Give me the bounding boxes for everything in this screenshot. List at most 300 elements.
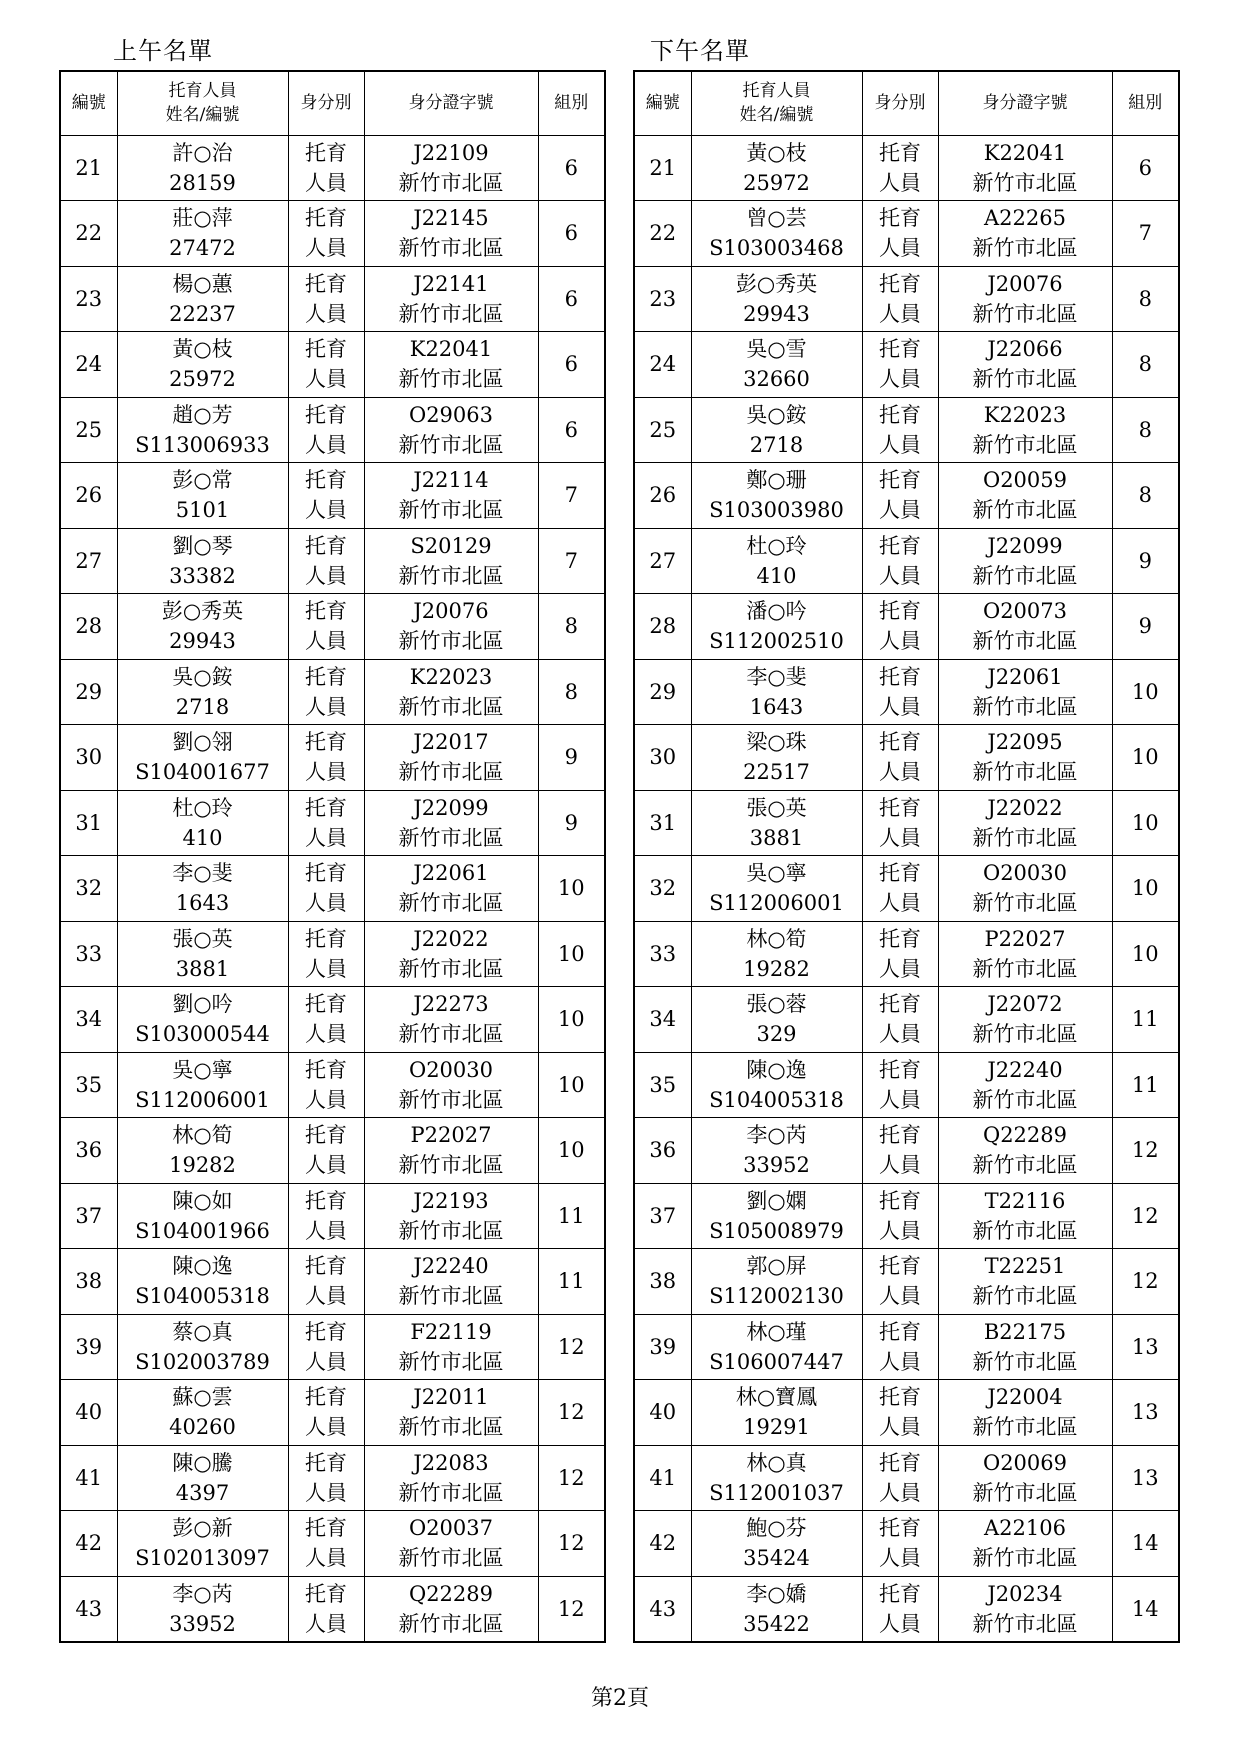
- caregiver-name-cell: [691, 921, 862, 987]
- role-cell: [862, 332, 938, 398]
- caregiver-code: 2718: [749, 432, 804, 457]
- role-cell: [862, 266, 938, 332]
- caregiver-name: 李○斐: [172, 861, 233, 886]
- id-number-cell: [938, 856, 1112, 922]
- role-cell: [862, 397, 938, 463]
- caregiver-name-cell: [691, 1249, 862, 1315]
- row-number-cell: 31: [60, 790, 117, 856]
- district: 新竹市北區: [972, 694, 1078, 719]
- role-line1: 托育: [879, 861, 921, 886]
- role-cell: [862, 1511, 938, 1577]
- row-number-cell: 36: [60, 1118, 117, 1184]
- roster-row: [60, 1118, 605, 1184]
- role-cell: [862, 1445, 938, 1511]
- role-line1: 托育: [305, 468, 347, 493]
- role-cell: [288, 856, 364, 922]
- role-line2: 人員: [879, 498, 921, 523]
- row-number-cell: 23: [634, 266, 691, 332]
- id-number: O20030: [408, 1057, 494, 1082]
- id-number: K22023: [983, 402, 1067, 427]
- row-number-cell: 27: [634, 528, 691, 594]
- row-number-cell: 39: [60, 1314, 117, 1380]
- group-cell: 12: [538, 1511, 605, 1577]
- district: 新竹市北區: [972, 1218, 1078, 1243]
- caregiver-name: 彭○常: [172, 468, 233, 493]
- id-number-cell: [938, 201, 1112, 267]
- caregiver-name: 黃○枝: [746, 140, 807, 165]
- caregiver-code: S113006933: [135, 432, 270, 457]
- row-number-cell: 24: [634, 332, 691, 398]
- role-cell: [288, 987, 364, 1053]
- id-number: J22095: [987, 730, 1063, 755]
- district: 新竹市北區: [398, 694, 504, 719]
- id-number: J22017: [413, 730, 489, 755]
- role-line1: 托育: [879, 992, 921, 1017]
- role-line1: 托育: [305, 533, 347, 558]
- id-number-cell: [364, 201, 538, 267]
- group-cell: 8: [1112, 397, 1179, 463]
- id-number-cell: [938, 1249, 1112, 1315]
- role-line2: 人員: [879, 1153, 921, 1178]
- group-cell: 10: [538, 1052, 605, 1118]
- row-number-cell: 26: [60, 463, 117, 529]
- district: 新竹市北區: [972, 891, 1078, 916]
- role-cell: [862, 463, 938, 529]
- caregiver-code: S102013097: [135, 1546, 270, 1571]
- caregiver-name: 蔡○真: [172, 1319, 233, 1344]
- role-line2: 人員: [305, 563, 347, 588]
- id-number: J22004: [987, 1385, 1063, 1410]
- caregiver-name-cell: [691, 528, 862, 594]
- caregiver-name-cell: [691, 1576, 862, 1642]
- caregiver-name: 彭○新: [172, 1516, 233, 1541]
- role-line2: 人員: [305, 956, 347, 981]
- morning-list-title: 上午名單: [113, 37, 213, 65]
- role-line1: 托育: [305, 1057, 347, 1082]
- caregiver-code: S106007447: [709, 1349, 844, 1374]
- caregiver-name: 林○真: [746, 1450, 807, 1475]
- caregiver-name-cell: [691, 659, 862, 725]
- role-cell: [288, 463, 364, 529]
- district: 新竹市北區: [972, 367, 1078, 392]
- row-number-cell: 41: [60, 1445, 117, 1511]
- roster-row: [60, 790, 605, 856]
- role-line1: 托育: [305, 402, 347, 427]
- group-cell: 8: [1112, 266, 1179, 332]
- role-cell: [862, 1052, 938, 1118]
- caregiver-name: 吳○寧: [746, 861, 807, 886]
- id-number: T22116: [984, 1188, 1066, 1213]
- role-cell: [862, 1576, 938, 1642]
- roster-row: [60, 201, 605, 267]
- caregiver-code: 3881: [749, 825, 804, 850]
- roster-row: [634, 135, 1179, 201]
- role-line1: 托育: [879, 664, 921, 689]
- roster-row: [634, 1380, 1179, 1446]
- row-number-cell: 29: [634, 659, 691, 725]
- caregiver-code: S112002510: [709, 629, 844, 654]
- district: 新竹市北區: [972, 170, 1078, 195]
- caregiver-name-cell: [117, 921, 288, 987]
- id-number: O20037: [408, 1516, 494, 1541]
- id-number-cell: [938, 266, 1112, 332]
- caregiver-code: 32660: [743, 367, 810, 392]
- district: 新竹市北區: [972, 629, 1078, 654]
- role-line1: 托育: [879, 402, 921, 427]
- group-cell: 10: [1112, 790, 1179, 856]
- role-line1: 托育: [879, 1319, 921, 1344]
- role-cell: [862, 1314, 938, 1380]
- caregiver-name: 蘇○雲: [172, 1385, 233, 1410]
- header-row: [60, 71, 605, 135]
- roster-row: [634, 921, 1179, 987]
- roster-row: [634, 528, 1179, 594]
- id-number: J20234: [987, 1581, 1063, 1606]
- caregiver-name-cell: [117, 1249, 288, 1315]
- role-line1: 托育: [305, 337, 347, 362]
- role-line2: 人員: [879, 1611, 921, 1636]
- role-line1: 托育: [305, 664, 347, 689]
- role-line1: 托育: [305, 861, 347, 886]
- row-number-cell: 40: [634, 1380, 691, 1446]
- role-line2: 人員: [879, 956, 921, 981]
- group-cell: 6: [538, 332, 605, 398]
- roster-row: [634, 332, 1179, 398]
- roster-row: [60, 856, 605, 922]
- caregiver-code: 25972: [169, 367, 236, 392]
- caregiver-code: 1643: [175, 891, 230, 916]
- district: 新竹市北區: [398, 301, 504, 326]
- caregiver-code: 28159: [169, 170, 236, 195]
- caregiver-name: 鮑○芬: [746, 1516, 807, 1541]
- id-number-cell: [364, 1576, 538, 1642]
- row-number-cell: 24: [60, 332, 117, 398]
- roster-row: [634, 1052, 1179, 1118]
- role-line1: 托育: [879, 1057, 921, 1082]
- role-line1: 托育: [305, 730, 347, 755]
- row-number-cell: 38: [60, 1249, 117, 1315]
- group-cell: 10: [538, 1118, 605, 1184]
- id-number-cell: [938, 332, 1112, 398]
- district: 新竹市北區: [398, 1349, 504, 1374]
- row-number-cell: 25: [60, 397, 117, 463]
- caregiver-name: 梁○珠: [746, 730, 807, 755]
- id-number-cell: [364, 1183, 538, 1249]
- role-line2: 人員: [879, 367, 921, 392]
- group-cell: 12: [538, 1314, 605, 1380]
- role-cell: [862, 1249, 938, 1315]
- group-cell: 9: [538, 725, 605, 791]
- role-line1: 托育: [305, 1450, 347, 1475]
- role-line2: 人員: [879, 629, 921, 654]
- row-number-cell: 31: [634, 790, 691, 856]
- id-number-cell: [364, 1249, 538, 1315]
- group-cell: 10: [538, 856, 605, 922]
- row-number-cell: 34: [60, 987, 117, 1053]
- role-cell: [288, 266, 364, 332]
- caregiver-name: 陳○騰: [172, 1450, 233, 1475]
- roster-row: [60, 594, 605, 660]
- id-number-cell: [364, 921, 538, 987]
- caregiver-name: 林○筍: [746, 926, 807, 951]
- caregiver-code: S104005318: [135, 1284, 270, 1309]
- caregiver-name: 黃○枝: [172, 337, 233, 362]
- role-line1: 托育: [305, 1319, 347, 1344]
- district: 新竹市北區: [398, 825, 504, 850]
- roster-row: [634, 201, 1179, 267]
- role-line2: 人員: [305, 1087, 347, 1112]
- district: 新竹市北區: [972, 1087, 1078, 1112]
- id-number: O20069: [982, 1450, 1068, 1475]
- caregiver-code: S112006001: [709, 891, 844, 916]
- roster-row: [634, 659, 1179, 725]
- role-line2: 人員: [879, 1022, 921, 1047]
- row-number-cell: 28: [60, 594, 117, 660]
- group-cell: 7: [538, 528, 605, 594]
- district: 新竹市北區: [398, 629, 504, 654]
- roster-row: [634, 1118, 1179, 1184]
- id-number-cell: [938, 594, 1112, 660]
- row-number-cell: 25: [634, 397, 691, 463]
- id-number-cell: [364, 528, 538, 594]
- roster-row: [634, 1314, 1179, 1380]
- morning-roster-table: [59, 70, 606, 1643]
- id-number-cell: [364, 856, 538, 922]
- role-line1: 托育: [879, 1516, 921, 1541]
- caregiver-code: 27472: [169, 236, 236, 261]
- id-number: S20129: [410, 533, 492, 558]
- district: 新竹市北區: [972, 1349, 1078, 1374]
- group-cell: 6: [538, 266, 605, 332]
- id-number: J22114: [413, 468, 489, 493]
- afternoon-roster-table: [633, 70, 1180, 1643]
- header-id-number: 身分證字號: [938, 71, 1112, 135]
- caregiver-name-cell: [691, 987, 862, 1053]
- row-number-cell: 21: [634, 135, 691, 201]
- id-number: K22041: [983, 140, 1067, 165]
- role-cell: [288, 659, 364, 725]
- id-number: B22175: [983, 1319, 1067, 1344]
- id-number-cell: [364, 332, 538, 398]
- district: 新竹市北區: [972, 498, 1078, 523]
- role-line1: 托育: [879, 1385, 921, 1410]
- caregiver-name-cell: [117, 528, 288, 594]
- roster-row: [634, 1576, 1179, 1642]
- role-line1: 托育: [305, 271, 347, 296]
- row-number-cell: 23: [60, 266, 117, 332]
- caregiver-code: 19291: [743, 1415, 810, 1440]
- role-line2: 人員: [879, 1415, 921, 1440]
- group-cell: 10: [538, 921, 605, 987]
- role-line2: 人員: [305, 301, 347, 326]
- role-cell: [862, 856, 938, 922]
- caregiver-name: 曾○芸: [746, 206, 807, 231]
- roster-row: [60, 1314, 605, 1380]
- header-caregiver-line2: 姓名/編號: [739, 105, 814, 126]
- caregiver-name-cell: [117, 1314, 288, 1380]
- role-line2: 人員: [879, 1218, 921, 1243]
- district: 新竹市北區: [972, 432, 1078, 457]
- caregiver-name: 杜○玲: [172, 795, 233, 820]
- caregiver-name-cell: [117, 1380, 288, 1446]
- role-line2: 人員: [305, 629, 347, 654]
- role-line2: 人員: [305, 367, 347, 392]
- id-number-cell: [364, 266, 538, 332]
- caregiver-name: 陳○逸: [172, 1254, 233, 1279]
- caregiver-code: S112002130: [709, 1284, 844, 1309]
- role-line1: 托育: [879, 337, 921, 362]
- roster-row: [60, 987, 605, 1053]
- caregiver-name-cell: [117, 1576, 288, 1642]
- role-cell: [862, 1183, 938, 1249]
- caregiver-name-cell: [691, 856, 862, 922]
- role-cell: [862, 725, 938, 791]
- role-line2: 人員: [879, 432, 921, 457]
- id-number-cell: [364, 594, 538, 660]
- role-cell: [288, 1183, 364, 1249]
- role-line1: 托育: [305, 1254, 347, 1279]
- id-number: O29063: [408, 402, 494, 427]
- caregiver-code: 33382: [169, 563, 236, 588]
- caregiver-name: 莊○萍: [172, 206, 233, 231]
- role-line2: 人員: [879, 1349, 921, 1374]
- roster-row: [634, 856, 1179, 922]
- caregiver-name-cell: [117, 201, 288, 267]
- role-line1: 托育: [879, 468, 921, 493]
- row-number-cell: 42: [60, 1511, 117, 1577]
- role-cell: [288, 201, 364, 267]
- caregiver-code: 3881: [175, 956, 230, 981]
- id-number-cell: [364, 463, 538, 529]
- role-line2: 人員: [879, 1480, 921, 1505]
- role-line2: 人員: [305, 170, 347, 195]
- role-line1: 托育: [305, 599, 347, 624]
- id-number: A22106: [984, 1516, 1066, 1541]
- role-line2: 人員: [305, 1022, 347, 1047]
- district: 新竹市北區: [398, 1218, 504, 1243]
- caregiver-name-cell: [691, 266, 862, 332]
- roster-row: [60, 1249, 605, 1315]
- caregiver-name: 許○治: [172, 140, 233, 165]
- group-cell: 12: [1112, 1183, 1179, 1249]
- role-line2: 人員: [305, 1153, 347, 1178]
- district: 新竹市北區: [972, 956, 1078, 981]
- role-line2: 人員: [879, 563, 921, 588]
- id-number: J22066: [987, 337, 1063, 362]
- role-line2: 人員: [305, 498, 347, 523]
- header-caregiver-line2: 姓名/編號: [165, 105, 240, 126]
- roster-row: [60, 1183, 605, 1249]
- row-number-cell: 30: [634, 725, 691, 791]
- caregiver-name-cell: [691, 1052, 862, 1118]
- district: 新竹市北區: [972, 1546, 1078, 1571]
- roster-row: [60, 1052, 605, 1118]
- row-number-cell: 38: [634, 1249, 691, 1315]
- role-line1: 托育: [305, 1385, 347, 1410]
- district: 新竹市北區: [398, 367, 504, 392]
- group-cell: 9: [538, 790, 605, 856]
- caregiver-code: 19282: [169, 1153, 236, 1178]
- role-cell: [862, 790, 938, 856]
- id-number-cell: [938, 135, 1112, 201]
- caregiver-name-cell: [117, 332, 288, 398]
- header-role: 身分別: [288, 71, 364, 135]
- role-cell: [288, 921, 364, 987]
- id-number: J20076: [413, 599, 489, 624]
- roster-row: [634, 266, 1179, 332]
- caregiver-name-cell: [117, 594, 288, 660]
- header-caregiver-line1: 托育人員: [742, 81, 811, 102]
- group-cell: 14: [1112, 1576, 1179, 1642]
- caregiver-code: 5101: [175, 498, 230, 523]
- role-cell: [288, 1511, 364, 1577]
- row-number-cell: 22: [60, 201, 117, 267]
- id-number-cell: [938, 528, 1112, 594]
- id-number: O20030: [982, 861, 1068, 886]
- caregiver-name: 林○筍: [172, 1123, 233, 1148]
- row-number-cell: 29: [60, 659, 117, 725]
- district: 新竹市北區: [972, 1153, 1078, 1178]
- roster-row: [634, 1183, 1179, 1249]
- caregiver-code: S104001677: [135, 760, 270, 785]
- id-number: J22109: [413, 140, 489, 165]
- role-line1: 托育: [879, 730, 921, 755]
- afternoon-list-title: 下午名單: [650, 37, 750, 65]
- role-line2: 人員: [305, 236, 347, 261]
- id-number: J22240: [413, 1254, 489, 1279]
- group-cell: 7: [538, 463, 605, 529]
- roster-row: [634, 1249, 1179, 1315]
- row-number-cell: 39: [634, 1314, 691, 1380]
- group-cell: 10: [1112, 725, 1179, 791]
- district: 新竹市北區: [972, 825, 1078, 850]
- row-number-cell: 22: [634, 201, 691, 267]
- row-number-cell: 42: [634, 1511, 691, 1577]
- roster-row: [60, 1511, 605, 1577]
- role-line2: 人員: [305, 825, 347, 850]
- role-cell: [862, 921, 938, 987]
- caregiver-name-cell: [117, 856, 288, 922]
- role-line1: 托育: [879, 533, 921, 558]
- id-number-cell: [364, 397, 538, 463]
- group-cell: 12: [538, 1380, 605, 1446]
- role-cell: [288, 725, 364, 791]
- caregiver-name: 劉○琴: [172, 533, 233, 558]
- role-line1: 托育: [305, 1123, 347, 1148]
- caregiver-code: 22237: [169, 301, 236, 326]
- id-number-cell: [364, 1052, 538, 1118]
- caregiver-name-cell: [117, 725, 288, 791]
- district: 新竹市北區: [972, 1022, 1078, 1047]
- id-number: J22193: [413, 1188, 489, 1213]
- id-number-cell: [938, 921, 1112, 987]
- id-number-cell: [364, 1445, 538, 1511]
- caregiver-name-cell: [117, 1052, 288, 1118]
- caregiver-code: 329: [756, 1022, 797, 1047]
- caregiver-name: 張○英: [172, 926, 233, 951]
- row-number-cell: 33: [60, 921, 117, 987]
- role-line2: 人員: [305, 694, 347, 719]
- role-cell: [862, 201, 938, 267]
- group-cell: 11: [1112, 987, 1179, 1053]
- role-cell: [288, 1314, 364, 1380]
- caregiver-name: 彭○秀英: [735, 271, 818, 296]
- id-number: P22027: [984, 926, 1066, 951]
- group-cell: 11: [538, 1183, 605, 1249]
- district: 新竹市北區: [398, 170, 504, 195]
- role-line2: 人員: [305, 1284, 347, 1309]
- caregiver-name: 張○蓉: [746, 992, 807, 1017]
